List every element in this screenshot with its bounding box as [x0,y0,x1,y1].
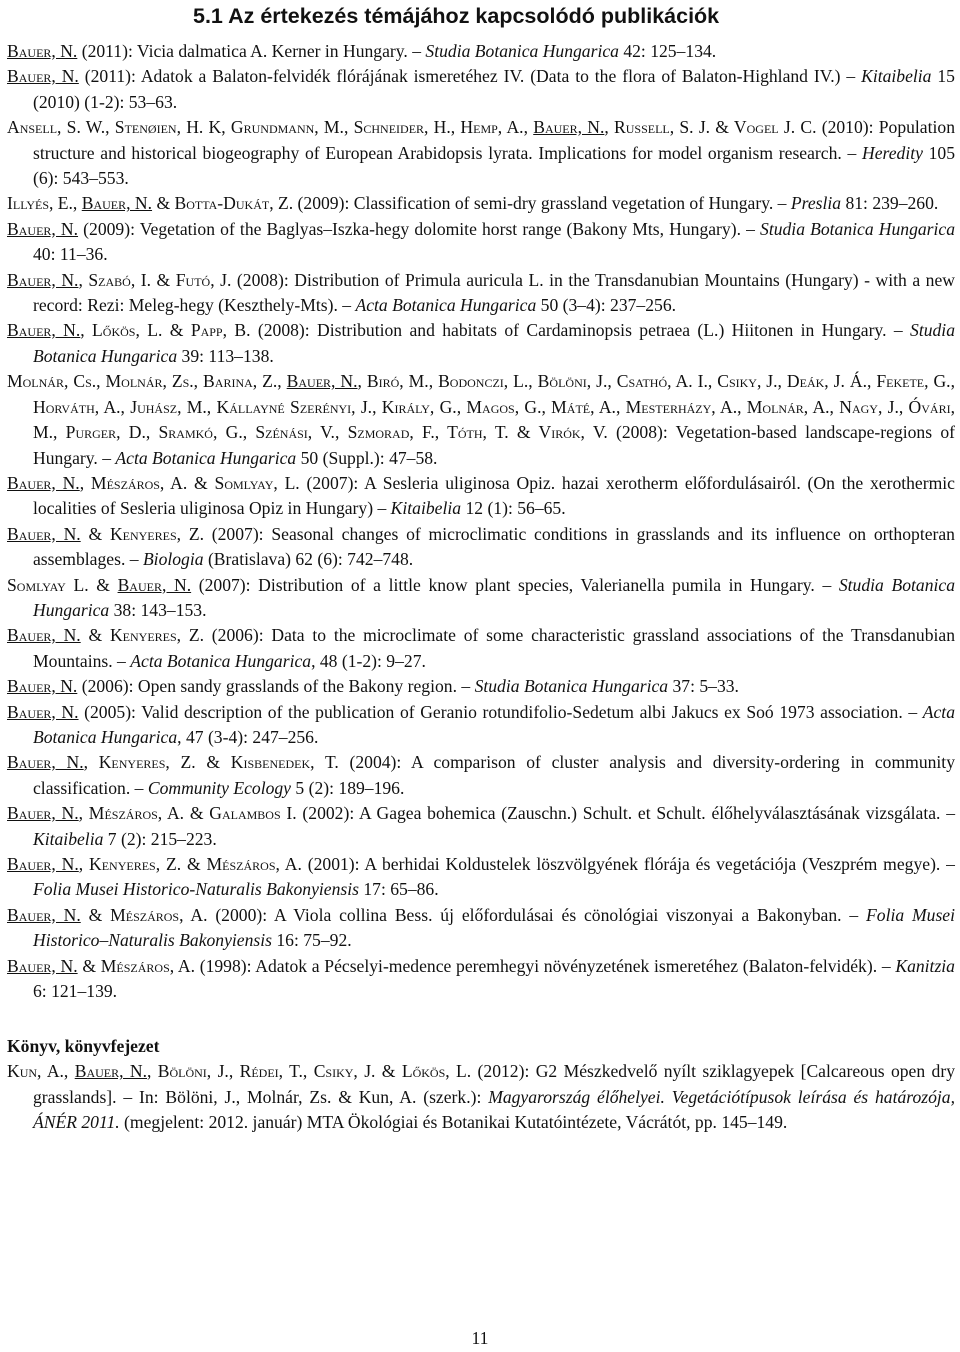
authors: , Russell, S. J. & Vogel J. C. [604,117,817,138]
authors: Kun, A., [7,1061,75,1082]
journal-name: Kitaibelia [33,828,104,849]
reference-text: (2009): Classification of semi-dry grassland vegetation of Hungary. – [293,193,791,214]
reference-text: (2006): Open sandy grasslands of the Bakony region. – [77,676,475,697]
reference-text: , 47 (3-4): 247–256. [177,726,319,747]
reference-entry [7,674,955,699]
journal-name: Folia Musei Historico-Naturalis Bakonyiensis [33,879,359,900]
reference-text: 37: 5–33. [668,676,739,697]
reference-text: (2000): A Viola collina Bess. új előfordulásai és cönológiai viszonyai a Bakonyban. – [207,904,867,925]
reference-text: (2007): Distribution of a little know plant species, Valerianella pumila in Hungary. – [191,574,839,595]
highlighted-author: Bauer, N. [7,320,81,341]
publication-list [7,39,955,1004]
reference-text: (Bratislava) 62 (6): 742–748. [203,549,414,570]
reference-text: (2008): Distribution and habitats of Cardaminopsis petraea (L.) Hiitonen in Hungary. – [250,320,911,341]
highlighted-author: Bauer, N. [533,117,605,138]
journal-name: Studia Botanica Hungarica [474,676,669,697]
reference-text: (2005): Valid description of the publication of Geranio rotundifolio-Sedetum albi Jakucs ex Soó 1973 association. – [78,701,923,722]
reference-text: 17: 65–86. [358,879,439,900]
reference-text: 42: 125–134. [618,41,717,61]
reference-text: 12 (1): 56–65. [461,498,566,519]
reference-entry [7,801,955,852]
journal-name: Community Ecology [147,777,291,798]
reference-text: , 48 (1-2): 9–27. [311,650,426,671]
document-page [7,0,955,1136]
reference-text: (2009): Vegetation of the Baglyas–Iszka-hegy dolomite horst range (Bakony Mts, Hungary). – [78,218,761,239]
reference-entry [7,318,955,369]
journal-name: Acta Botanica Hungarica [115,447,297,468]
reference-entry [7,852,955,903]
reference-text: 5 (2): 189–196. [291,777,405,798]
journal-name: Studia Botanica Hungarica [760,218,956,239]
reference-entry [7,217,955,268]
highlighted-author: Bauer, N. [7,269,79,290]
authors: & Botta-Dukát, Z. [152,193,294,214]
reference-entry [7,700,955,751]
journal-name: Acta Botanica Hungarica [355,295,537,316]
journal-name: Folia Musei Historico–Naturalis Bakonyiensis [33,904,955,951]
journal-name: Acta Botanica Hungarica [33,701,955,747]
highlighted-author: Bauer, N. [7,752,84,773]
reference-text: 38: 143–153. [109,599,207,620]
authors: , Biró, M., Bodonczi, L., Bölöni, J., Csathó, A. I., Csiky, J., Deák, J. Á., Fekete, G., Horváth, A., Juhász, M., Kállayné Szerényi, J., Király, G., Magos, G., Máté, A., Mesterházy, A., Molnár, A., Nagy, J., Óvári, M., Purger, D., Sramkó, G., Szénási, V., Szmorad, F., Tóth, T. & Virók, V. [33,371,955,443]
journal-name: Kanitzia [895,955,955,976]
highlighted-author: Bauer, N. [7,625,81,646]
reference-text: (2007): A Sesleria uliginosa Opiz. hazai xerotherm előfordulásairól. (On the xerothermic localities of Sesleria uliginosa Opiz in Hungary) – [33,472,955,519]
highlighted-author: Bauer, N. [7,218,79,239]
journal-name: Acta Botanica Hungarica [130,650,312,671]
book-chapter-heading: Könyv, könyvfejezet [7,1036,160,1057]
reference-entry [7,1059,955,1135]
reference-entry [7,903,955,954]
reference-text: (2011): Adatok a Balaton-felvidék flórájának ismeretéhez IV. (Data to the flora of Balaton-Highland IV.) – [78,66,862,87]
reference-text: 16: 75–92. [271,930,352,951]
journal-name: Kitaibelia [861,66,932,87]
reference-text: 50 (3–4): 237–256. [536,295,677,316]
journal-name: Heredity [862,142,923,163]
highlighted-author: Bauer, N. [74,1061,147,1082]
authors: Ansell, S. W., Stenøien, H. K, Grundmann, M., Schneider, H., Hemp, A., [7,117,534,138]
authors: & Mészáros, A. [80,904,208,925]
authors: & Kenyeres, Z. [80,523,204,544]
reference-text: (2006): Data to the microclimate of some characteristic grassland associations of the Transdanubian Mountains. – [33,625,955,671]
reference-text: 81: 239–260. [841,193,939,214]
reference-text: (2010): Population structure and historical biogeography of European Arabidopsis lyrata. Implications for model organism research. – [33,117,955,163]
journal-name: Studia Botanica Hungarica [33,574,955,620]
journal-name: Studia Botanica Hungarica [425,41,619,61]
reference-entry [7,191,955,216]
authors: , Mészáros, A. & Somlyay, L. [79,472,300,493]
reference-entry [7,268,955,319]
reference-entry [7,115,955,191]
reference-text: 50 (Suppl.): 47–58. [296,447,438,468]
reference-entry [7,522,955,573]
reference-text: (megjelent: 2012. január) MTA Ökológiai és Botanikai Kutatóintézete, Vácrátót, pp. 145–149. [119,1112,788,1133]
authors: , Kenyeres, Z. & Kisbenedek, T. [83,752,339,773]
reference-entry [7,750,955,801]
highlighted-author: Bauer, N. [7,701,79,722]
journal-name: Kitaibelia [390,498,462,519]
highlighted-author: Bauer, N. [286,371,358,392]
reference-text: (2008): Distribution of Primula auricula L. in the Transdanubian Mountains (Hungary) - with a new record: Rezi: Meleg-hegy (Keszthely-Mts). – [33,269,955,316]
highlighted-author: Bauer, N. [117,574,192,595]
authors: , Szabó, I. & Futó, J. [78,269,232,290]
reference-text: (1998): Adatok a Pécselyi-medence peremhegyi növényzetének ismeretéhez (Balaton-felvidék). – [195,955,896,976]
reference-text: 15 (2010) (1-2): 53–63. [33,66,955,112]
reference-text: (2002): A Gagea bohemica (Zauschn.) Schult. et Schult. élőhelyválasztásának vizsgálata. – [296,803,955,824]
authors: , Kenyeres, Z. & Mészáros, A. [78,854,302,874]
reference-text: 105 (6): 543–553. [33,142,956,189]
reference-entry [7,369,955,471]
highlighted-author: Bauer, N. [7,66,79,87]
reference-entry [7,39,955,64]
reference-text: 7 (2): 215–223. [103,828,217,849]
highlighted-author: Bauer, N. [7,803,79,824]
highlighted-author: Bauer, N. [7,955,78,976]
reference-entry [7,573,955,624]
reference-text: (2008): Vegetation-based landscape-regions of Hungary. – [33,422,955,468]
reference-entry [7,64,955,115]
section-heading: 5.1 Az értekezés témájához kapcsolódó publikációk [193,4,720,28]
highlighted-author: Bauer, N. [7,472,80,493]
authors: & Mészáros, A. [77,955,195,976]
reference-text: (2001): A berhidai Koldustelek löszvölgyének flórája és vegetációja (Veszprém megye). – [301,854,955,874]
highlighted-author: Bauer, N. [7,41,78,61]
authors: , Bölöni, J., Rédei, T., Csiky, J. & Lőkös, L. [146,1061,472,1082]
book-chapter-list [7,1059,955,1135]
journal-name: Biologia [142,549,204,570]
highlighted-author: Bauer, N. [7,854,79,874]
journal-name: Magyarország élőhelyei. Vegetációtípusok leírása és határozója, ÁNÉR 2011. [33,1086,955,1133]
reference-text: (2012): G2 Mészkedvelő nyílt sziklagyepek [Calcareous open dry grasslands]. – In: Bölöni, J., Molnár, Zs. & Kun, A. (szerk.): [33,1061,955,1107]
reference-text: (2011): Vicia dalmatica A. Kerner in Hungary. – [77,41,426,61]
reference-text: (2007): Seasonal changes of microclimatic conditions in grasslands and its influence on orthopteran assemblages. – [33,523,955,570]
highlighted-author: Bauer, N. [7,904,81,925]
authors: Somlyay L. & [7,574,118,595]
reference-text: 6: 121–139. [33,981,118,1002]
reference-entry [7,471,955,522]
page-number: 11 [471,1328,489,1348]
highlighted-author: Bauer, N. [7,676,78,697]
highlighted-author: Bauer, N. [81,193,153,214]
authors: & Kenyeres, Z. [80,625,204,646]
authors: Molnár, Cs., Molnár, Zs., Barina, Z., [7,371,287,392]
reference-text: (2004): A comparison of cluster analysis and diversity-ordering in community classification. – [33,752,955,798]
reference-entry [7,954,955,1005]
highlighted-author: Bauer, N. [7,523,81,544]
reference-text: 40: 11–36. [33,244,108,265]
journal-name: Preslia [790,193,842,214]
journal-name: Studia Botanica Hungarica [33,320,955,366]
authors: , Lőkös, L. & Papp, B. [80,320,251,341]
reference-text: 39: 113–138. [177,345,274,366]
authors: Illyés, E., [7,193,82,214]
reference-entry [7,623,955,674]
authors: , Mészáros, A. & Galambos I. [78,803,297,824]
